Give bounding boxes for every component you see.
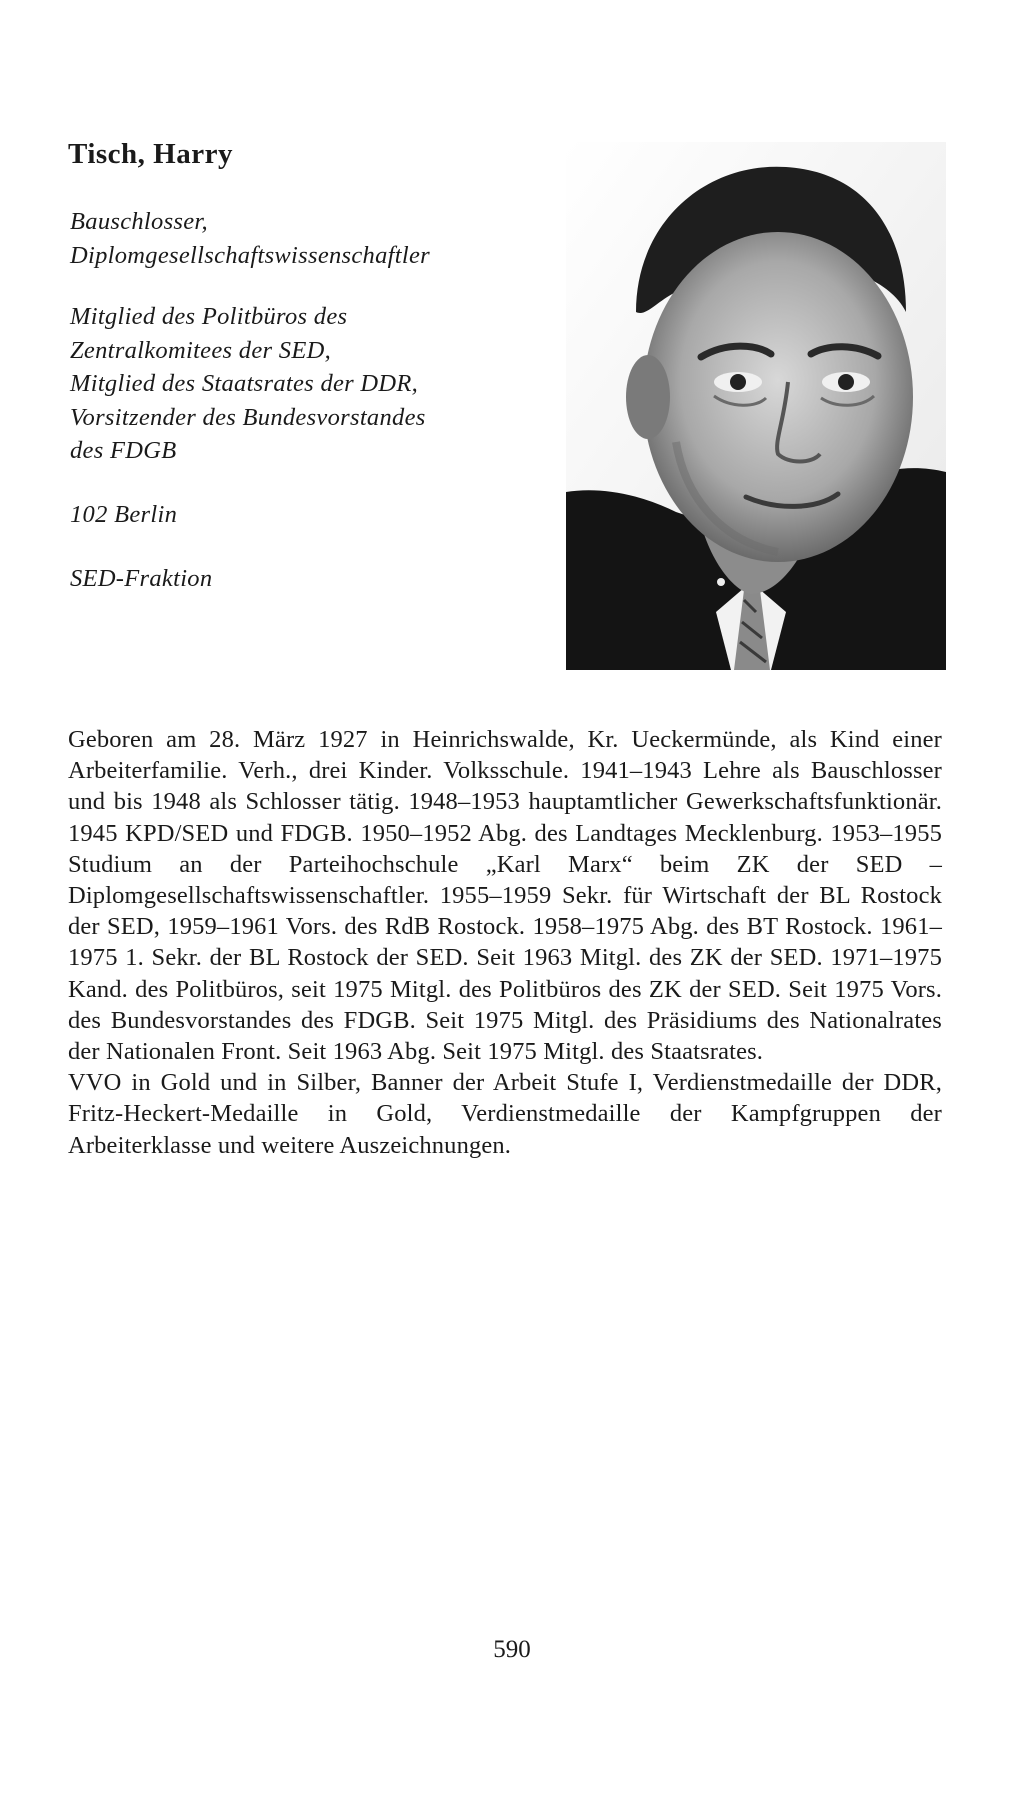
page-number: 590: [493, 1636, 531, 1663]
biography-paragraph: Geboren am 28. März 1927 in Heinrichswalde, Kr. Ueckermünde, als Kind einer Arbeiterfamilie. Verh., drei Kinder. Volksschule. 1941–1943 Lehre als Bauschlosser und bis 1948 als Schlosser tätig. 1948–1953 hauptamtlicher Gewerkschaftsfunktionär. 1945 KPD/SED und FDGB. 1950–1952 Abg. des Landtages Mecklenburg. 1953–1955 Studium an der Parteihochschule „Karl Marx“ beim ZK der SED – Diplomgesellschaftswissenschaftler. 1955–1959 Sekr. für Wirtschaft der BL Rostock der SED, 1959–1961 Vors. des RdB Rostock. 1958–1975 Abg. des BT Rostock. 1961–1975 1. Sekr. der BL Rostock der SED. Seit 1963 Mitgl. des ZK der SED. 1971–1975 Kand. des Politbüros, seit 1975 Mitgl. des Politbüros des ZK der SED. Seit 1975 Vors. des Bundesvorstandes des FDGB. Seit 1975 Mitgl. des Präsidiums des Nationalrates der Nationalen Front. Seit 1963 Abg. Seit 1975 Mitgl. des Staatsrates.: [68, 726, 942, 1066]
position-line: Zentralkomitees der SED,: [70, 336, 332, 364]
awards-paragraph: VVO in Gold und in Silber, Banner der Arbeit Stufe I, Verdienstmedaille der DDR, Fritz-Heckert-Medaille in Gold, Verdienstmedaille der Kampfgruppen der Arbeiterklasse und weitere Auszeichnungen.: [68, 1069, 942, 1159]
position-line: Vorsitzender des Bundesvorstandes: [70, 403, 426, 431]
biography: [68, 724, 942, 1161]
portrait-photo: [566, 142, 946, 670]
profession-line: Bauschlosser,: [70, 208, 208, 235]
position-line: des FDGB: [70, 437, 177, 464]
positions: [70, 300, 426, 468]
profession: [70, 205, 430, 272]
person-name: Tisch, Harry: [68, 138, 233, 170]
address: 102 Berlin: [70, 501, 178, 528]
parliamentary-fraction: SED-Fraktion: [70, 565, 213, 592]
position-line: Mitglied des Politbüros des: [70, 303, 348, 330]
position-line: Mitglied des Staatsrates der DDR,: [70, 370, 419, 397]
profession-line: Diplomgesellschaftswissenschaftler: [70, 241, 430, 269]
